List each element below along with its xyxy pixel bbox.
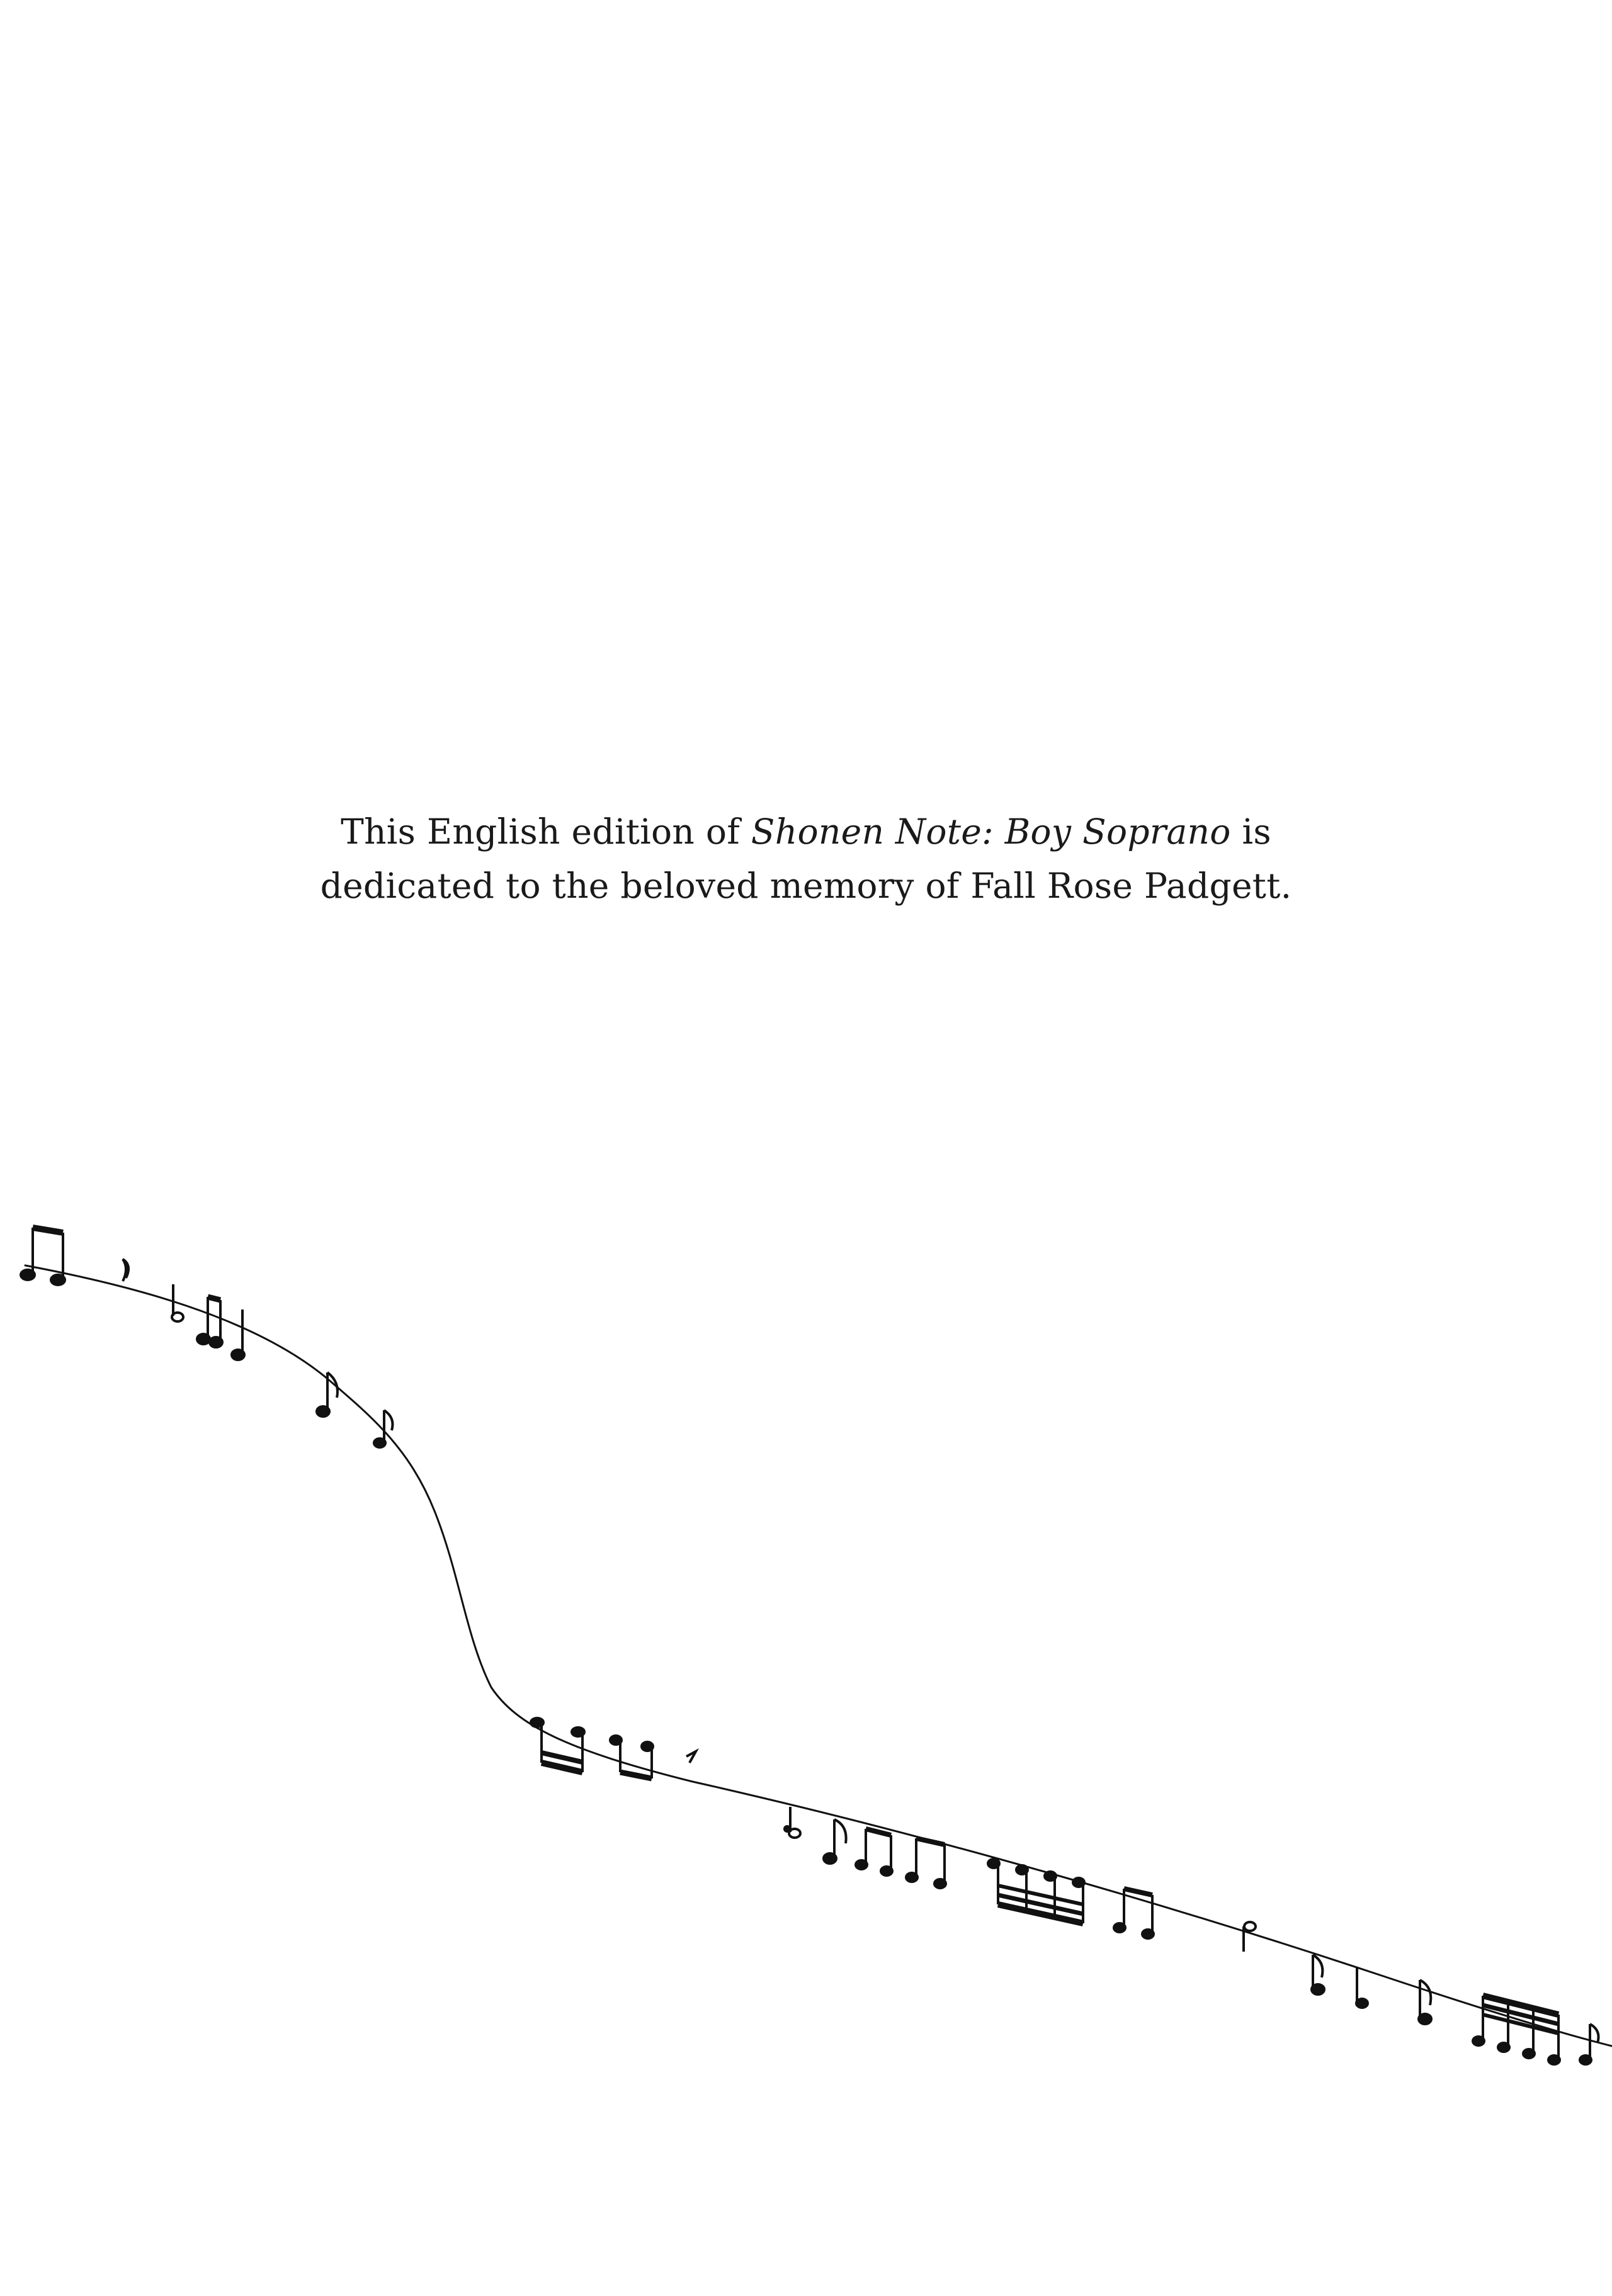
dedication-line-2: dedicated to the beloved memory of Fall Rose Padgett. — [320, 866, 1292, 906]
note-group-2 — [123, 1259, 244, 1360]
note-group-4 — [531, 1718, 696, 1779]
note-group-5 — [785, 1807, 946, 1888]
note-group-1 — [21, 1228, 65, 1285]
note-group-8 — [1473, 1996, 1599, 2064]
note-group-7 — [1244, 1922, 1431, 2024]
dedication-line-1-prefix: This English edition of — [341, 812, 751, 852]
book-title: Shonen Note: Boy Soprano — [751, 812, 1231, 852]
note-group-6 — [988, 1859, 1154, 1938]
dedication-line-1-suffix: is — [1230, 812, 1271, 852]
note-group-3 — [317, 1372, 393, 1447]
